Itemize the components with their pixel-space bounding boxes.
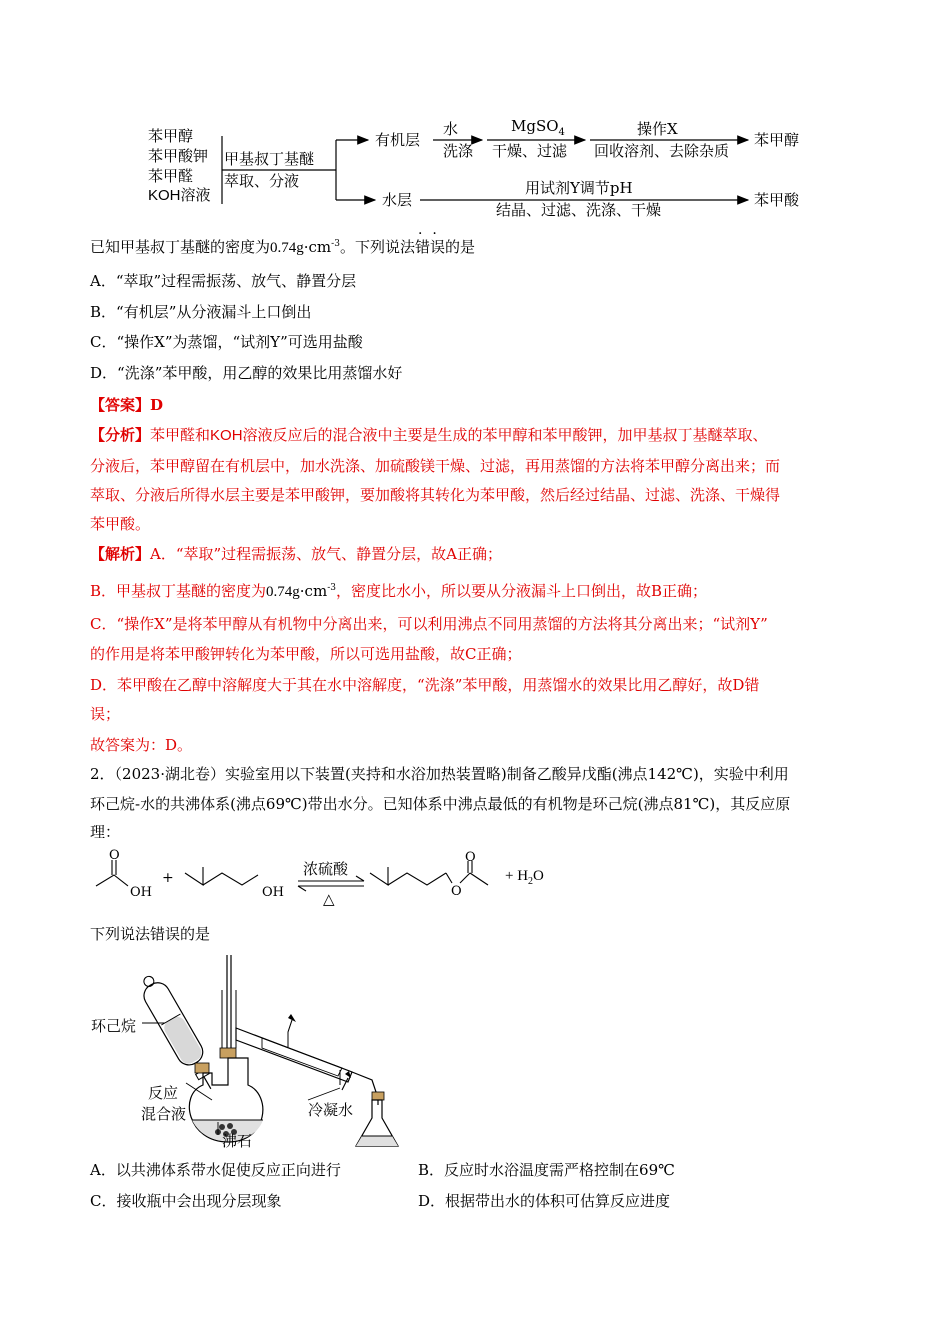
q2-question: 下列说法错误的是 <box>90 925 211 943</box>
q2-option-d: D．根据带出水的体积可估算反应进度 <box>418 1192 671 1210</box>
plus-sign: + <box>162 870 174 886</box>
q1-analysis-line2: 分液后，苯甲醇留在有机层中，加水洗涤、加硫酸镁干燥、过滤，再用蒸馏的方法将苯甲醇分离出来；而 <box>90 457 781 475</box>
ester-carbonyl-o: O <box>465 850 476 865</box>
q1-option-a: A．“萃取”过程需振荡、放气、静置分层 <box>90 272 357 290</box>
q1-analysis-line4: 苯甲酸。 <box>90 515 151 533</box>
product-benzyl-alcohol: 苯甲醇 <box>754 131 800 149</box>
q1-analysis-line3: 萃取、分液后所得水层主要是苯甲酸钾，要加酸将其转化为苯甲酸，然后经过结晶、过滤、洗涤、干燥得 <box>90 486 781 504</box>
reaction-mixture-label-1: 反应 <box>148 1084 179 1102</box>
water-label: 水 <box>443 120 459 138</box>
input-potassium-benzoate: 苯甲酸钾 <box>148 147 209 165</box>
q1-option-d: D．“洗涤”苯甲酸，用乙醇的效果比用蒸馏水好 <box>90 364 403 382</box>
q1-solution-c1: C．“操作X”是将苯甲醇从有机物中分离出来，可以利用沸点不同用蒸馏的方法将其分离出来；“试剂Y” <box>90 615 768 633</box>
q2-option-c: C．接收瓶中会出现分层现象 <box>90 1192 282 1210</box>
recover-label: 回收溶剂、去除杂质 <box>594 142 730 160</box>
heat-symbol: △ <box>323 890 335 908</box>
cyclohexane-label: 环己烷 <box>91 1017 137 1035</box>
aqueous-layer: 水层 <box>382 191 413 209</box>
operation-x-label: 操作X <box>637 120 678 138</box>
q1-solution-c2: 的作用是将苯甲酸钾转化为苯甲酸，所以可选用盐酸，故C正确； <box>90 645 522 663</box>
wash-label: 洗涤 <box>443 142 474 160</box>
catalyst-label: 浓硫酸 <box>303 860 349 878</box>
acid-oh: OH <box>130 885 152 900</box>
boiling-chips-label: 沸石 <box>222 1132 253 1150</box>
q2-stem-line3: 理： <box>90 823 121 841</box>
condenser-water-label: 冷凝水 <box>308 1101 354 1119</box>
reaction-mixture-label-2: 混合液 <box>141 1105 187 1123</box>
q1-solution-a: 【解析】A．“萃取”过程需振荡、放气、静置分层，故A正确； <box>90 545 503 563</box>
mgso4-label: MgSO$_4$ <box>511 117 565 138</box>
flowchart-lines <box>0 0 950 240</box>
crystallize-label: 结晶、过滤、洗涤、干燥 <box>496 201 662 219</box>
step1-operation: 萃取、分液 <box>224 172 300 190</box>
q2-option-a: A．以共沸体系带水促使反应正向进行 <box>90 1161 341 1179</box>
water-product: + $H_2O$ <box>505 868 544 887</box>
dry-filter-label: 干燥、过滤 <box>492 142 568 160</box>
ester-o: O <box>451 884 462 899</box>
acid-carbonyl-o: O <box>109 848 120 863</box>
organic-layer: 有机层 <box>375 131 421 149</box>
q1-solution-d2: 误； <box>90 705 121 723</box>
q2-option-b: B．反应时水浴温度需严格控制在69℃ <box>418 1161 675 1179</box>
q1-solution-b: B．甲基叔丁基醚的密度为$0.74g\cdot cm^{-3}$，密度比水小，所以要从分液漏斗上口倒出，故B正确； <box>90 582 707 600</box>
q1-option-c: C．“操作X”为蒸馏，“试剂Y”可选用盐酸 <box>90 333 363 351</box>
apparatus-drawing <box>0 950 950 1160</box>
q1-option-b: B．“有机层”从分液漏斗上口倒出 <box>90 303 312 321</box>
q1-stem: 已知甲基叔丁基醚的密度为$0.74g\cdot cm^{-3}$。下列说法错误 ·· 的是 <box>90 226 475 256</box>
q1-answer: 【答案】D <box>90 396 164 414</box>
q1-conclusion: 故答案为：D。 <box>90 736 193 754</box>
q2-stem-line2: 环己烷-水的共沸体系(沸点69℃)带出水分。已知体系中沸点最低的有机物是环己烷(沸点81℃)，其反应原 <box>90 795 791 813</box>
input-koh: KOH溶液 <box>148 187 211 204</box>
q1-solution-d1: D．苯甲酸在乙醇中溶解度大于其在水中溶解度，“洗涤”苯甲酸，用蒸馏水的效果比用乙醇好，故D错 <box>90 676 760 694</box>
q1-analysis-line1: 【分析】苯甲醛和KOH溶液反应后的混合液中主要是生成的苯甲醇和苯甲酸钾，加甲基叔丁基醚萃取、 <box>90 426 768 444</box>
product-benzoic-acid: 苯甲酸 <box>754 191 800 209</box>
reagent-y-label: 用试剂Y调节pH <box>525 179 633 197</box>
input-benzyl-alcohol: 苯甲醇 <box>148 127 194 145</box>
emphasized-word: 错误 ·· <box>414 226 447 256</box>
input-benzaldehyde: 苯甲醛 <box>148 167 194 185</box>
step1-solvent: 甲基叔丁基醚 <box>224 150 315 168</box>
alcohol-oh: OH <box>262 885 284 900</box>
q2-stem-line1: 2．（2023·湖北卷）实验室用以下装置(夹持和水浴加热装置略)制备乙酸异戊酯(沸点142℃)，实验中利用 <box>90 765 789 783</box>
